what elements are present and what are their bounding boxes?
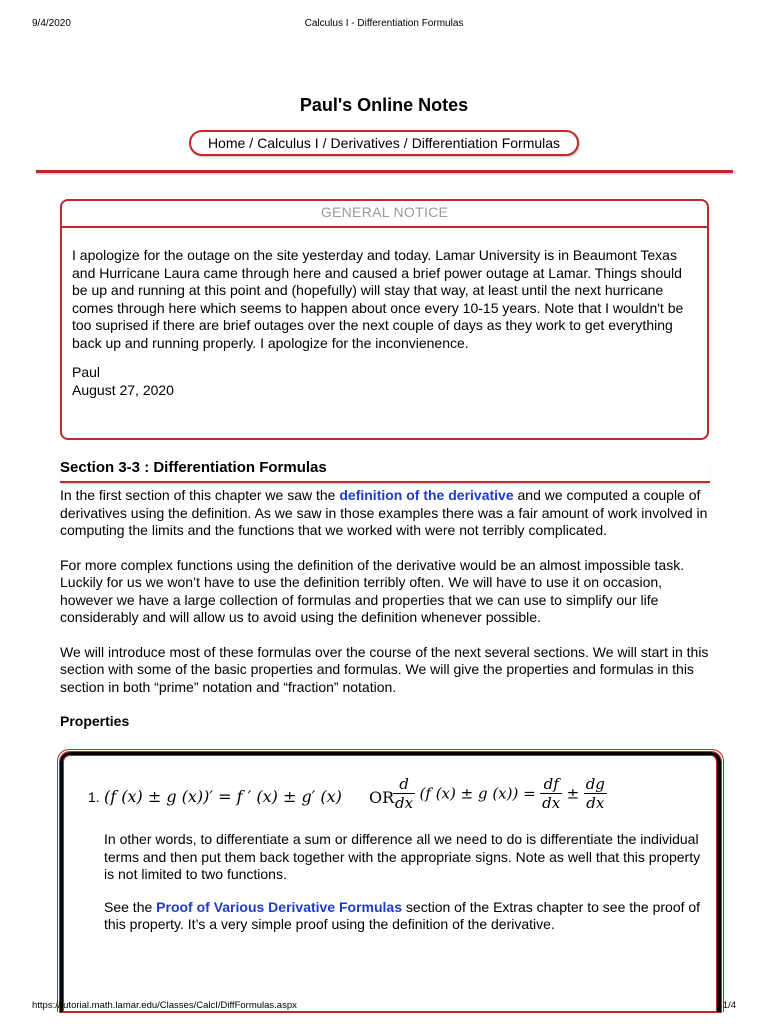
property-number: 1. xyxy=(88,789,100,805)
paragraph-1-text-b: and we computed a couple of derivatives using the definition. As we saw in those examples there was a fair amount of work involved in computing the limits and the functions that we worked with were not terribly complicated. xyxy=(60,487,708,538)
df-dx-fraction: $\frac{df}{dx}$ xyxy=(542,775,561,812)
definition-of-derivative-link[interactable]: definition of the derivative xyxy=(339,487,514,503)
print-date: 9/4/2020 xyxy=(32,18,71,29)
paragraph-1 xyxy=(60,487,710,540)
property-1-explanation xyxy=(104,831,704,949)
print-url: https://tutorial.math.lamar.edu/Classes/CalcI/DiffFormulas.aspx xyxy=(32,1000,297,1011)
breadcrumb-home[interactable]: Home xyxy=(207,135,246,151)
general-notice-box xyxy=(60,199,709,440)
dg-dx-fraction: $\frac{dg}{dx}$ xyxy=(585,775,605,812)
print-page-number: 1/4 xyxy=(722,1000,736,1011)
breadcrumb-derivatives[interactable]: Derivatives xyxy=(330,135,400,151)
paragraph-1-text-a: In the first section of this chapter we saw the xyxy=(60,487,340,503)
print-header xyxy=(32,18,736,32)
paragraph-2: For more complex functions using the definition of the derivative would be an almost impossible task. Luckily for us we won’t have to use the definition terribly often. We will have to use it on occasion, however we have a large collection of formulas and properties that we can use to simplify our life considerably and will allow us to avoid using the definition whenever possible. xyxy=(60,556,685,625)
property-1-text-2a: See the xyxy=(104,898,157,915)
notice-body xyxy=(62,228,707,399)
breadcrumb-calculus-i[interactable]: Calculus I xyxy=(257,135,319,151)
print-document-title: Calculus I - Differentiation Formulas xyxy=(304,18,464,29)
section-heading xyxy=(60,457,710,483)
header-divider xyxy=(36,170,733,173)
breadcrumb-separator: / xyxy=(249,135,254,151)
section-title: Section 3-3 : Differentiation Formulas xyxy=(60,459,327,476)
notice-date: August 27, 2020 xyxy=(72,381,174,398)
proof-of-derivative-formulas-link[interactable]: Proof of Various Derivative Formulas xyxy=(156,898,403,915)
site-title[interactable]: Paul's Online Notes xyxy=(299,95,469,115)
print-footer xyxy=(32,1000,736,1014)
property-1-text-2b: section of the Extras chapter to see the proof of this property. It’s a very simple proof using the definition of the derivative. xyxy=(104,898,701,932)
property-1-formula xyxy=(88,775,708,821)
notice-title: GENERAL NOTICE xyxy=(62,201,707,228)
formula-fraction-notation xyxy=(393,775,607,812)
breadcrumb-separator: / xyxy=(403,135,408,151)
section-content xyxy=(60,487,710,748)
plus-minus-sign: ± xyxy=(566,784,580,803)
formula-prime-notation: (f (x) ± g (x))′ = f ′ (x) ± g′ (x) xyxy=(104,787,342,806)
breadcrumb-differentiation-formulas[interactable]: Differentiation Formulas xyxy=(411,135,561,151)
paragraph-3: We will introduce most of these formulas over the course of the next several sections. We will start in this section with some of the basic properties and formulas. We will give the properties and formulas in this section in both “prime” notation and “fraction” notation. xyxy=(60,643,709,695)
properties-heading: Properties xyxy=(60,713,130,729)
notice-signature: Paul xyxy=(72,364,101,380)
property-1-text-1: In other words, to differentiate a sum or difference all we need to do is differentiate the individual terms and then put them back together with the appropriate signs. Note as well that this property is not limited to two functions. xyxy=(104,831,701,882)
property-1-text-2 xyxy=(104,899,704,934)
formula-fraction-middle: (f (x) ± g (x)) = xyxy=(419,784,536,803)
breadcrumb-separator: / xyxy=(322,135,327,151)
formula-or-label: OR xyxy=(369,788,395,807)
d-dx-fraction: $\frac{d}{dx}$ xyxy=(395,775,414,812)
notice-message: I apologize for the outage on the site yesterday and today. Lamar University is in Beaumont Texas and Hurricane Laura came through here and caused a brief power outage at Lamar. Things should be up and running at this point and (hopefully) will stay that way, at least until the next hurricane comes through here which seems to happen about once every 10-15 years. Note that I wouldn't be too suprised if there are brief outages over the next couple of days as they work to get everything back up and running properly. I apologize for the inconvienence. xyxy=(72,247,684,351)
breadcrumb xyxy=(189,130,579,156)
